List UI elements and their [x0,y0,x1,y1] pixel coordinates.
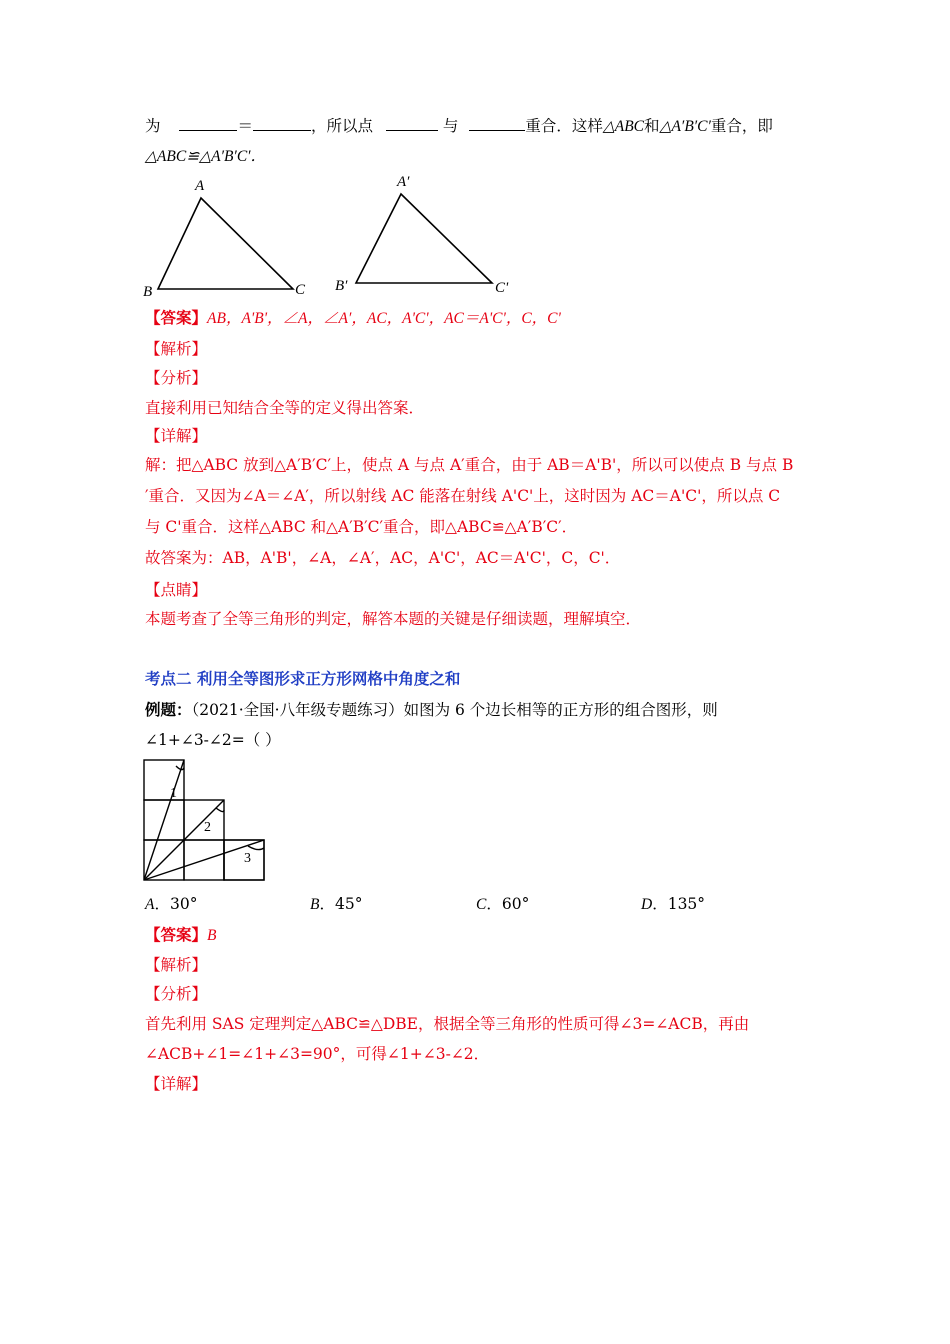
detail-line-2: ′重合．又因为∠A＝∠A′，所以射线 AC 能落在射线 A'C'上，这时因为 AC＝A'C'，所以点 C [145,487,781,505]
option-value: ．135° [652,895,706,913]
text-fragment: 与 [442,117,459,135]
analysis-line-1: 首先利用 SAS 定理判定△ABC≌△DBE，根据全等三角形的性质可得∠3=∠ACB，再由 [145,1015,750,1033]
label-c-prime: C' [495,280,509,296]
triangles-figure [140,170,520,300]
answer-text: B [207,927,217,944]
section-title: 考点二 利用全等图形求正方形网格中角度之和 [145,669,461,688]
option-letter: B [310,896,320,913]
comment-text: 本题考查了全等三角形的判定，解答本题的关键是仔细读题，理解填空． [145,610,642,628]
analysis-sub-tag: 【分析】 [145,369,208,387]
detail-line-4: 故答案为：AB，A'B'，∠A，∠A′，AC，A'C'，AC＝A'C'，C，C'． [145,549,621,567]
analysis-text: 直接利用已知结合全等的定义得出答案． [145,399,425,417]
question-line-1 [145,115,773,138]
angle-label-1: 1 [170,786,177,801]
example-label: 例题： [145,700,192,719]
analysis-tag: 【解析】 [145,340,208,358]
label-a-prime: A′ [397,174,410,190]
segment-1 [144,760,184,880]
analysis-sub-tag-2: 【分析】 [145,985,208,1003]
detail-tag-2: 【详解】 [145,1075,208,1093]
answer-line-1 [145,307,561,330]
analysis-tag-2: 【解析】 [145,956,208,974]
triangle-abc-prime [356,194,492,283]
example-text: （2021·全国·八年级专题练习）如图为 6 个边长相等的正方形的组合图形，则 [191,701,718,719]
option-letter: A [145,896,155,913]
text-fragment: 和 [644,117,660,135]
detail-line-3: 与 C'重合．这样△ABC 和△A′B′C′重合，即△ABC≌△A′B′C′． [145,518,578,536]
question-line-2: △ABC≌△A′B′C′． [145,148,267,165]
option-b[interactable] [310,893,362,916]
label-b-prime: B′ [335,278,348,294]
text-fragment: 重合，即 [710,117,773,135]
comment-tag: 【点睛】 [145,581,208,599]
angle-arc-2 [216,808,224,812]
answer-line-2 [145,924,216,947]
angle-label-3: 3 [244,851,251,866]
option-d[interactable] [641,893,705,916]
blank-1 [179,116,237,131]
text-fragment: 为 [145,117,161,135]
text-fragment: ，所以点 [310,117,373,135]
label-b: B [143,284,153,300]
answer-text: AB，A'B'，∠A，∠A′，AC，A'C'，AC＝A'C'，C，C' [207,310,561,327]
example-line-1 [145,699,718,721]
blank-2 [253,116,311,131]
option-c[interactable] [476,893,529,916]
detail-tag: 【详解】 [145,427,208,445]
analysis-line-2: ∠ACB+∠1=∠1+∠3=90°，可得∠1+∠3-∠2． [145,1045,490,1063]
answer-tag: 【答案】 [145,925,208,944]
option-a[interactable] [145,893,197,916]
triangle-abc [158,198,293,289]
blank-4 [469,116,525,131]
angle-arc-3 [248,846,264,850]
label-c: C [295,282,306,298]
angle-arc-1 [176,766,184,770]
squares-figure [140,756,270,882]
angle-label-2: 2 [204,820,211,835]
label-a: A [195,178,205,194]
option-value: ．30° [154,895,198,913]
option-value: ．45° [319,895,363,913]
text-fragment: △ABC [602,118,645,135]
option-letter: D [641,896,653,913]
answer-tag: 【答案】 [145,308,208,327]
text-fragment: ＝ [237,117,253,135]
option-value: ．60° [486,895,530,913]
blank-3 [386,116,438,131]
option-letter: C [476,896,487,913]
text-fragment: 重合．这样 [525,117,603,135]
example-line-2: ∠1+∠3-∠2=（ ） [145,731,281,749]
detail-line-1: 解：把△ABC 放到△A′B′C′上，使点 A 与点 A′重合，由于 AB＝A'B'，所以可以使点 B 与点 B [145,456,794,474]
text-fragment: △A′B′C′ [659,118,711,135]
